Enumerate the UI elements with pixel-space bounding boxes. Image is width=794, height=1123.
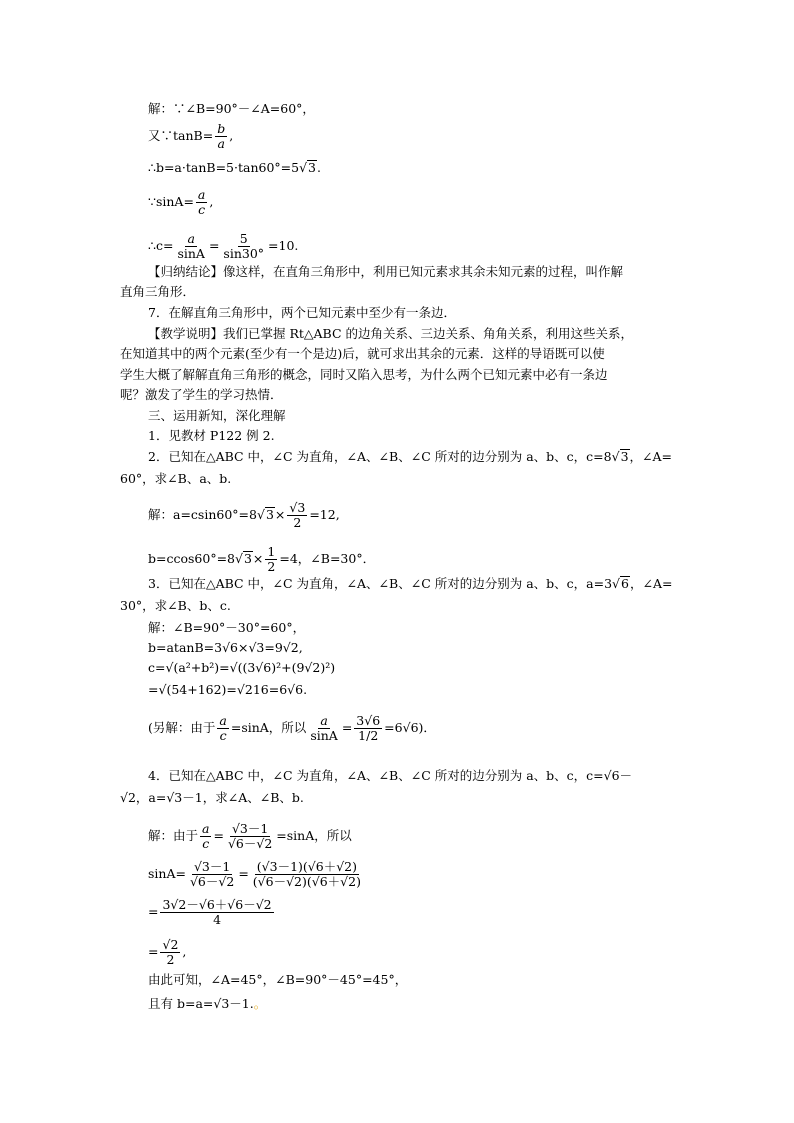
example3-question-line1: 3．已知在△ABC 中，∠C 为直角，∠A、∠B、∠C 所对的边分别为 a、b、c，a=3√6，∠A=	[148, 576, 673, 591]
conclusion-line2: 直角三角形．	[120, 284, 196, 299]
example4-solution-line3: = $\frac{3√2-√6+√6-√2}{4}$	[148, 897, 272, 927]
example3-question-line2: 30°，求∠B、b、c.	[120, 598, 231, 613]
example2-question-line1: 2．已知在△ABC 中，∠C 为直角，∠A、∠B、∠C 所对的边分别为 a、b、c，c=8√3，∠A=	[148, 449, 672, 464]
teaching-note-line2: 在知道其中的两个元素(至少有一个是边)后，就可求出其余的元素．这样的导语既可以使	[120, 346, 605, 361]
example4-solution-line2: sinA= $\frac{√3-1}{√6-√2}$ = $\frac{(√3-1)(√6+√2)}{(√6-√2)(√6+√2)}$	[148, 859, 361, 889]
section3-title: 三、运用新知，深化理解	[148, 408, 286, 423]
example3-solution-line2: b=atanB=3√6×√3=9√2,	[148, 640, 303, 655]
example3-solution-line4: =√(54+162)=√216=6√6.	[148, 682, 308, 697]
example3-solution-line1: 解：∠B=90°－30°=60°，	[148, 620, 306, 635]
solution1-line2: 又∵tanB= $\frac{b}{a}$ ,	[148, 121, 234, 151]
example2-question-line2: 60°，求∠B、a、b.	[120, 471, 232, 486]
example1: 1．见教材 P122 例 2.	[148, 428, 275, 443]
example2-solution-line1: 解：a=csin60°=8√3× $\frac{√3}{2}$ =12,	[148, 500, 340, 530]
example3-alternative-solution: (另解：由于 $\frac{a}{c}$ =sinA，所以 $\frac{a}{\sin A}$ = $\frac{3√6}{1/2}$ =6√6)．	[148, 713, 436, 743]
example4-solution-line5: 由此可知，∠A=45°，∠B=90°－45°=45°，	[148, 972, 408, 987]
point-7: 7．在解直角三角形中，两个已知元素中至少有一条边．	[148, 305, 456, 320]
conclusion-line1: 【归纳结论】像这样，在直角三角形中，利用已知元素求其余未知元素的过程，叫作解	[148, 264, 624, 279]
teaching-note-line3: 学生大概了解解直角三角形的概念，同时又陷入思考，为什么两个已知元素中必有一条边	[120, 367, 608, 382]
example4-question-line2: √2，a=√3－1，求∠A、∠B、b.	[120, 790, 304, 805]
example4-question-line1: 4．已知在△ABC 中，∠C 为直角，∠A、∠B、∠C 所对的边分别为 a、b、c，c=√6－	[148, 768, 633, 783]
teaching-note-line1: 【教学说明】我们已掌握 Rt△ABC 的边角关系、三边关系、角角关系，利用这些关系，	[148, 326, 634, 341]
solution1-line3: ∴b=a·tanB=5·tan60°=5√3.	[148, 160, 321, 175]
solution1-line1: 解：∵∠B=90°－∠A=60°，	[148, 101, 315, 116]
example3-solution-line3: c=√(a²+b²)=√((3√6)²+(9√2)²)	[148, 660, 336, 675]
example4-solution-line6: 且有 b=a=√3－1.。	[148, 996, 267, 1011]
example2-solution-line2: b=ccos60°=8√3× $\frac{1}{2}$ =4，∠B=30°．	[148, 544, 376, 574]
solution1-line5: ∴c= $\frac{a}{\sin A}$ = $\frac{5}{\sin 30^\circ}$ =10.	[148, 231, 299, 261]
teaching-note-line4: 呢？激发了学生的学习热情．	[120, 387, 283, 402]
solution1-line4: ∵sinA= $\frac{a}{c}$ ,	[148, 187, 214, 217]
example4-solution-line1: 解：由于 $\frac{a}{c}$ = $\frac{√3-1}{√6-√2}$ =sinA，所以	[148, 821, 352, 851]
example4-solution-line4: = $\frac{√2}{2}$ ,	[148, 937, 187, 967]
